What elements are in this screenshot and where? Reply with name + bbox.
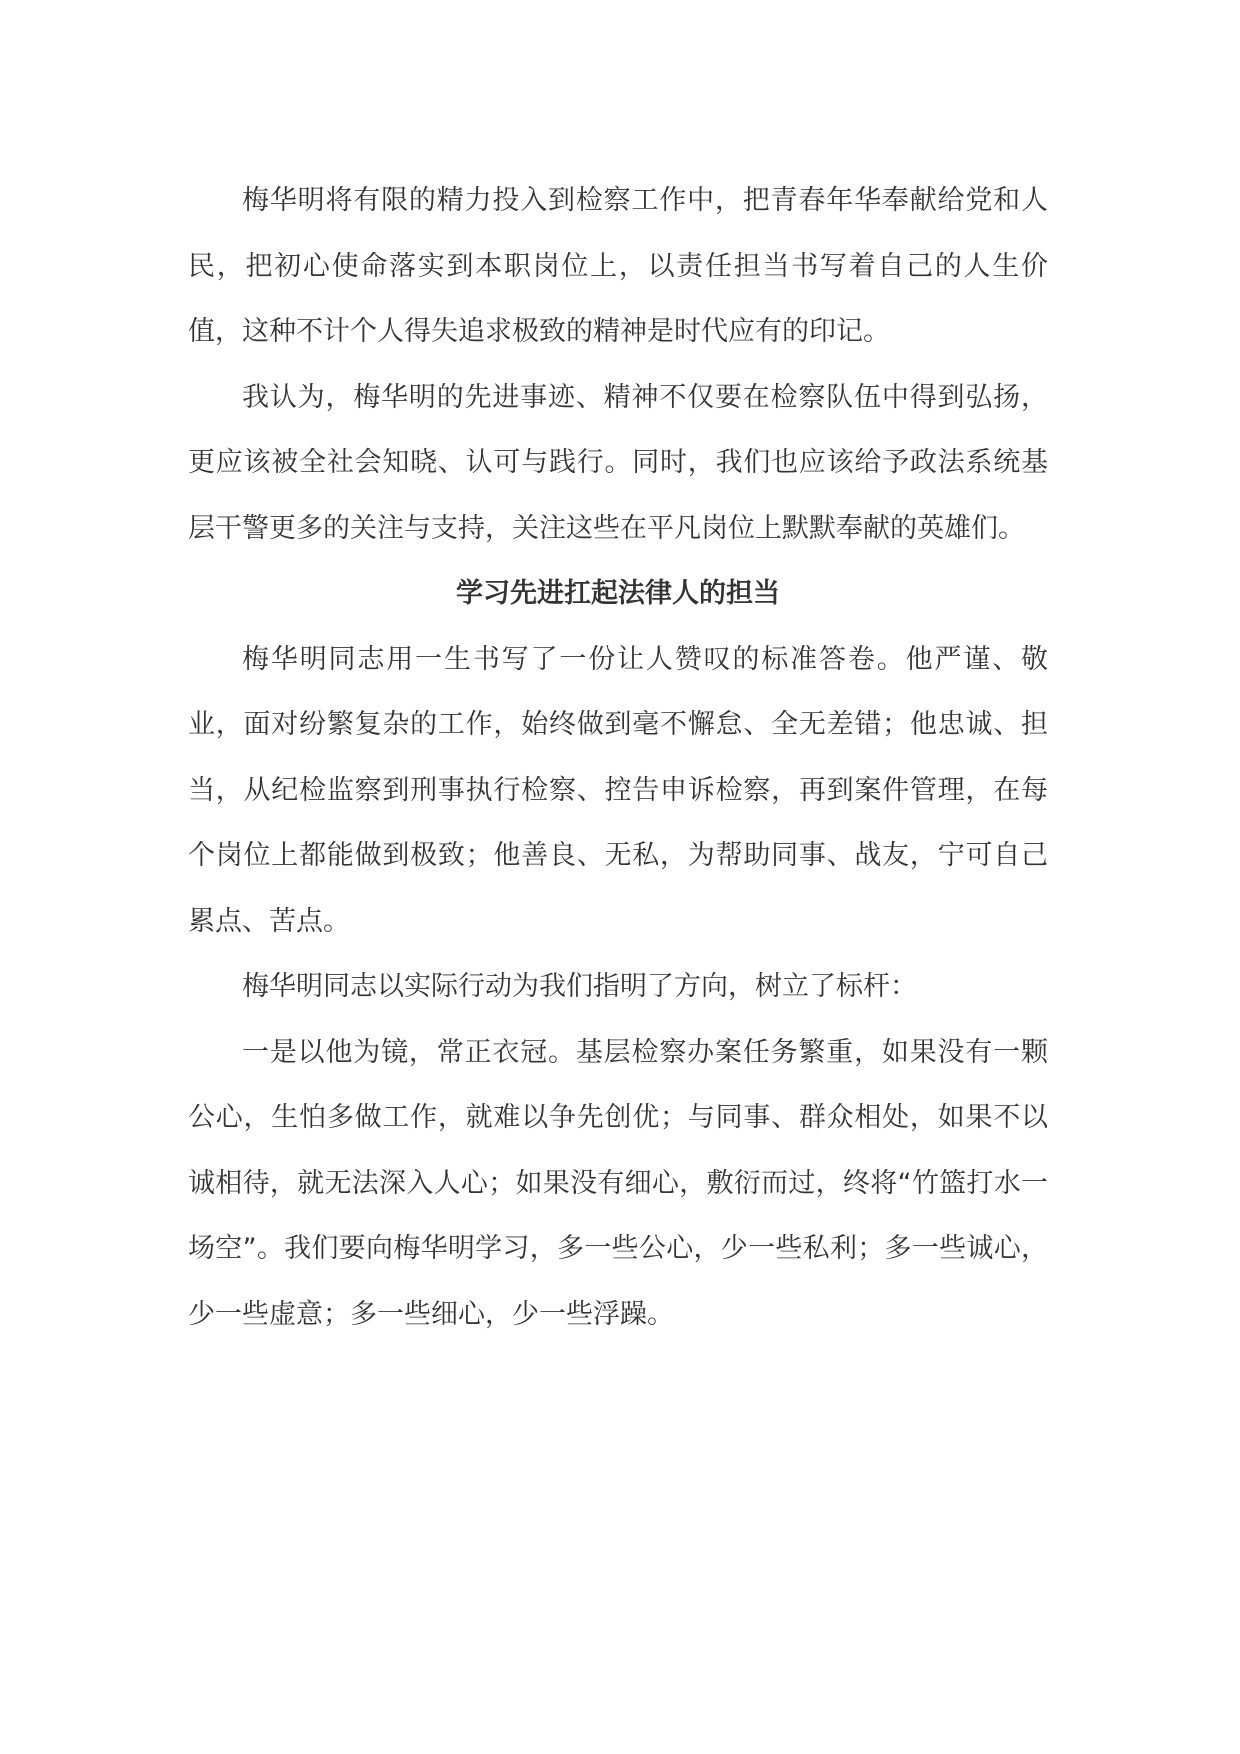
paragraph-answer-sheet: 梅华明同志用一生书写了一份让人赞叹的标准答卷。他严谨、敬业，面对纷繁复杂的工作，始终做到毫不懈怠、全无差错；他忠诚、担当，从纪检监察到刑事执行检察、控告申诉检察，再到案件管理，在每个岗位上都能做到极致；他善良、无私，为帮助同事、战友，宁可自己累点、苦点。 bbox=[188, 643, 1048, 937]
paragraph-direction: 梅华明同志以实际行动为我们指明了方向，树立了标杆： bbox=[242, 971, 917, 1002]
paragraph-opinion: 我认为，梅华明的先进事迹、精神不仅要在检察队伍中得到弘扬，更应该被全社会知晓、认可与践行。同时，我们也应该给予政法系统基层干警更多的关注与支持，关注这些在平凡岗位上默默奉献的英雄们。 bbox=[188, 381, 1048, 544]
document-page bbox=[188, 168, 1048, 1347]
paragraph-dedication: 梅华明将有限的精力投入到检察工作中，把青春年华奉献给党和人民，把初心使命落实到本职岗位上，以责任担当书写着自己的人生价值，这种不计个人得失追求极致的精神是时代应有的印记。 bbox=[188, 185, 1048, 347]
section-title: 学习先进扛起法律人的担当 bbox=[456, 578, 780, 609]
paragraph-mirror: 一是以他为镜，常正衣冠。基层检察办案任务繁重，如果没有一颗公心，生怕多做工作，就难以争先创优；与同事、群众相处，如果不以诚相待，就无法深入人心；如果没有细心，敷衍而过，终将“竹篮打水一场空”。我们要向梅华明学习，多一些公心，少一些私利；多一些诚心，少一些虚意；多一些细心，少一些浮躁。 bbox=[188, 1036, 1048, 1330]
